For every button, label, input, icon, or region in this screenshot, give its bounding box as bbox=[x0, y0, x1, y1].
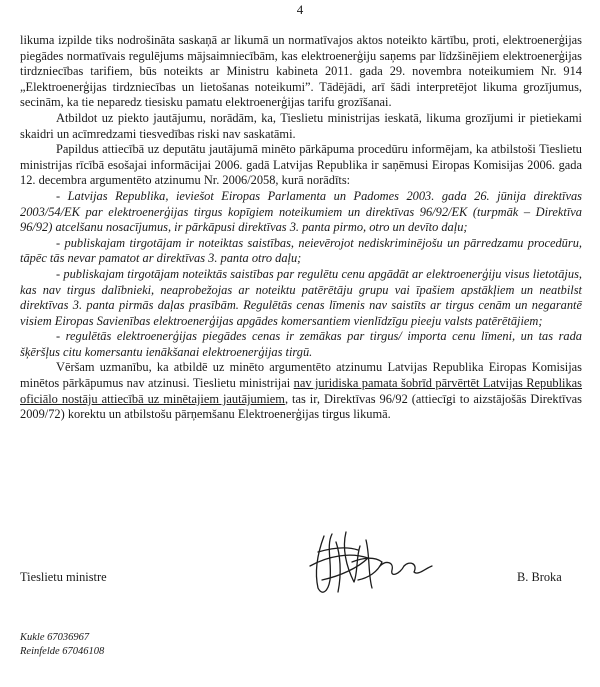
bullet-regulated-price-obligations: - publiskajam tirgotājam noteiktās saistības par regulētu cenu apgādāt ar elektroenerģiju visus lietotājus, kas nav tirgus dalībnieki, neaprobežojas ar noteiktu patērētāju grupu vai īpašiem apstākļiem un neatbilst direktīvas 3. panta pirmās daļas prasībām. Regulētās cenas līmenis nav saistīts ar tirgus cenām un negarantē visiem Eiropas Savienības elektroenerģijas apgādes komersantiem vienlīdzīgu pieeju valsts patērētājiem; bbox=[20, 266, 582, 328]
official-position-text-start: Vēršam uzmanību, ka atbildē uz minēto argumentēto atzinumu Latvijas Republika Eiropas Komisijas minētos pārkāpumus nav atzinusi. Tieslietu ministrijai bbox=[20, 360, 582, 391]
contact-line: Reinfelde 67046108 bbox=[20, 646, 105, 657]
signatory-name: B. Broka bbox=[517, 570, 562, 584]
page-number: 4 bbox=[296, 2, 304, 17]
handwritten-signature bbox=[288, 522, 438, 602]
paragraph-infringement-procedure: Papildus attiecībā uz deputātu jautājumā minēto pārkāpuma procedūru informējam, ka atbilstoši Tieslietu ministrijas rīcībā esošajai informācijai 2006. gadā Latvijas Republika ir saņēmusi Eiropas Komisijas 2006. gada 12. decembra argumentēto atzinumu Nr. 2006/2058, kurā norādīts: bbox=[20, 142, 582, 188]
paragraph-tariff-conclusion: likuma izpilde tiks nodrošināta saskaņā ar likumā un normatīvajos aktos noteikto kārtību, proti, elektroenerģijas piegādes normatīvais regulējums mājsaimniecībām, kas elektroenerģiju saņems par līdzšinējiem elektroenerģijas tirdzniecības tarifiem, būs noteikts ar Ministru kabineta 2011. gada 29. novembra noteikumiem Nr. 914 „Elektroenerģijas tirdzniecības un lietošanas noteikumi”. Tādējādi, arī šādi interpretējot likuma grozījumus, secinām, ka tie neparedz tiesisku pamatu elektroenerģijas tarifu grozīšanai. bbox=[20, 33, 582, 110]
contact-line: Kukle 67036967 bbox=[20, 632, 90, 643]
document-body bbox=[20, 33, 582, 423]
official-position-text-end: , tas ir, Direktīvas 96/92 (attiecīgi to aizstājošās Direktīvas 2009/72) korektu un atbilstošu pārņemšanu Elektroenerģijas tirgus likumā. bbox=[20, 391, 583, 422]
bullet-directive-violation: - Latvijas Republika, ieviešot Eiropas Parlamenta un Padomes 2003. gada 26. jūnija direktīvas 2003/54/EK par elektroenerģijas tirgus kopīgiem noteikumiem un direktīvas 96/92/EK (turpmāk – Direktīva 96/92) atcelšanu nosacījumus, ir pārkāpusi direktīvas 3. panta pirmo, otro un devīto daļu; bbox=[20, 188, 582, 235]
signatory-title: Tieslietu ministre bbox=[20, 570, 107, 584]
paragraph-official-position bbox=[20, 360, 582, 422]
official-position-underlined: nav juridiska pamata šobrīd pārvērtēt Latvijas Republikas oficiālo nostāju attiecībā uz minētajiem jautājumiem bbox=[20, 376, 583, 406]
contact-list bbox=[20, 631, 104, 659]
bullet-public-trader-obligations: - publiskajam tirgotājam ir noteiktas saistības, neievērojot nediskriminējošu un pārredzamu procedūru, tāpēc tās nevar pamatot ar direktīvas 3. panta otro daļu; bbox=[20, 235, 582, 266]
paragraph-fifth-question: Atbildot uz piekto jautājumu, norādām, ka, Tieslietu ministrijas ieskatā, likuma grozījumi ir pietiekami skaidri un acīmredzami tiesvedības riski nav saskatāmi. bbox=[20, 110, 582, 141]
bullet-price-barriers: - regulētās elektroenerģijas piegādes cenas ir zemākas par tirgus/ importa cenu līmeni, un tas rada šķēršļus citu komersantu ienākšanai elektroenerģijas tirgū. bbox=[20, 329, 582, 359]
